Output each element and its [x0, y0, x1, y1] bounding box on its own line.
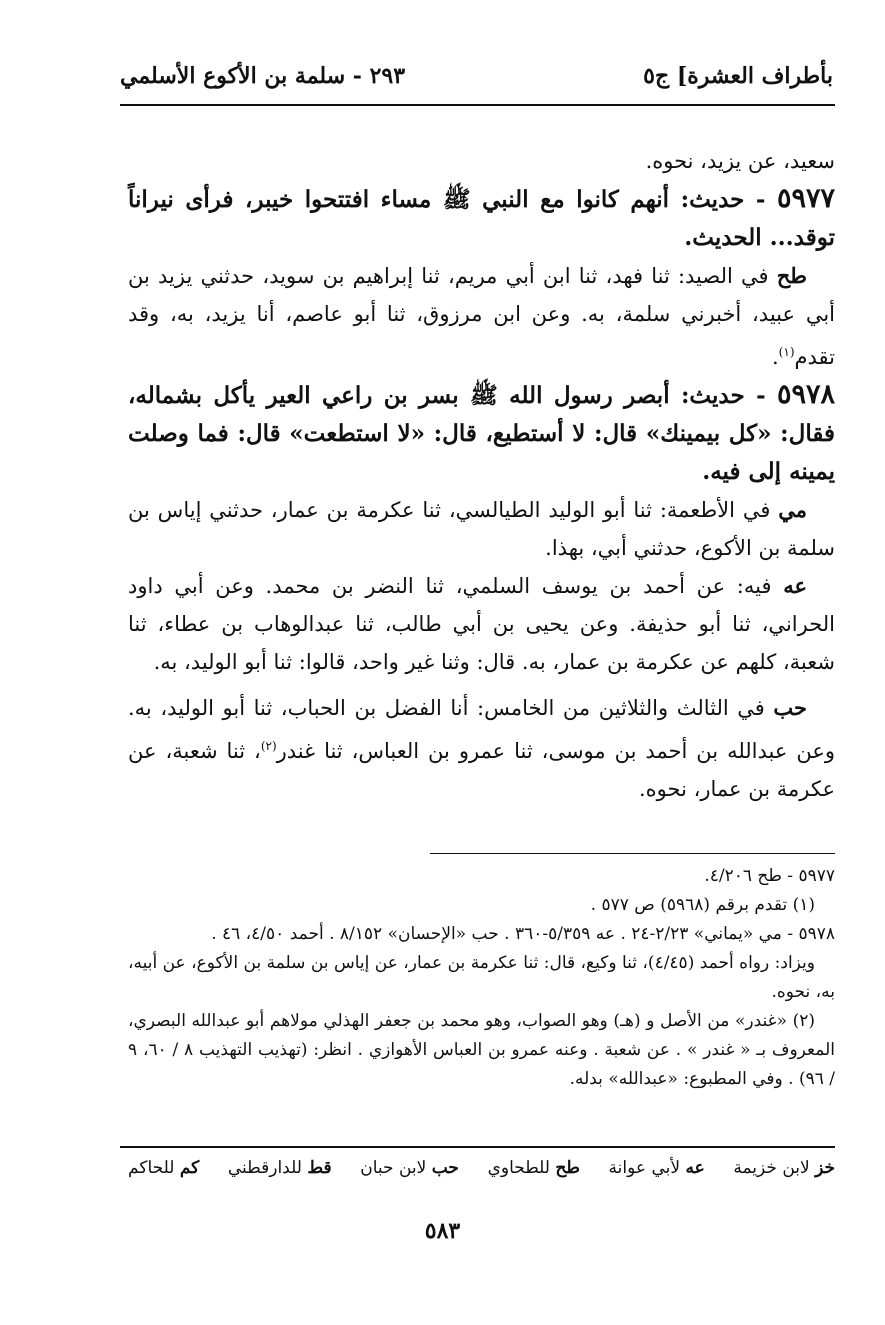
hadith-entry-5978 [128, 376, 835, 491]
running-header [120, 56, 833, 96]
legend-item: طح للطحاوي [487, 1158, 580, 1178]
source-abbr: مي [778, 497, 807, 522]
source-abbr: حب [773, 695, 807, 720]
source-abbr: طح [776, 263, 807, 288]
legend-item: خز لابن خزيمة [733, 1158, 835, 1178]
source-paragraph [128, 567, 835, 681]
legend-item: حب لابن حبان [360, 1158, 459, 1178]
entry-number: ٥٩٧٨ [776, 379, 835, 410]
footnote-ref: (٢) [260, 739, 277, 753]
legend-item: كم للحاكم [128, 1158, 200, 1178]
source-text: في الصيد: ثنا فهد، ثنا ابن أبي مريم، ثنا إبراهيم بن سويد، حدثني يزيد بن أبي عبيد، أخبرني سلمة، به. وعن ابن مرزوق، ثنا أبو عاصم، أنا يزيد، به، وقد تقدم [128, 264, 835, 369]
source-text: في الأطعمة: ثنا أبو الوليد الطيالسي، ثنا عكرمة بن عمار، حدثني إياس بن سلمة بن الأكوع، حدثني أبي، بهذا. [128, 498, 835, 560]
footnote: (٢) «غندر» من الأصل و (هـ) وهو الصواب، وهو محمد بن جعفر الهذلي مولاهم أبو عبدالله البصري، المعروف بـ « غندر » . عن شعبة . وعنه عمرو بن العباس الأهوازي . انظر: (تهذيب التهذيب ٨ / ٦٠، ٩ / ٩٦) . وفي المطبوع: «عبدالله» بدله. [128, 1011, 835, 1089]
continuation-line: سعيد، عن يزيد، نحوه. [645, 149, 835, 173]
footnotes [128, 862, 835, 1094]
footnote-separator [430, 853, 835, 854]
footnote-ref: (١) [778, 345, 795, 359]
paragraph-gap [128, 681, 835, 689]
footnote: (١) تقدم برقم (٥٩٦٨) ص ٥٧٧ . [590, 895, 815, 915]
source-text-end: ، ثنا شعبة، عن عكرمة بن عمار، نحوه. [128, 739, 835, 801]
main-text [128, 142, 835, 808]
source-text: فيه: عن أحمد بن يوسف السلمي، ثنا النضر بن محمد. وعن أبي داود الحراني، ثنا أبو حذيفة. وعن يحيى بن أبي طالب، ثنا عبدالوهاب بن عطاء، ثنا شعبة، كلهم عن عكرمة بن عمار، به. قال: وثنا غير واحد، قالوا: ثنا أبو الوليد، به. [128, 574, 835, 674]
header-rule [120, 104, 835, 106]
entry-text: - حديث: أبصر رسول الله ﷺ بسر بن راعي العير يأكل بشماله، فقال: «كل بيمينك» قال: لا أستطيع، قال: «لا استطعت» قال: فما وصلت يمينه إلى فيه. [128, 382, 835, 485]
legend-rule [120, 1146, 835, 1148]
footnote: ٥٩٧٨ - مي «يماني» ٢/٢٣-٢٤ . عه ٥/٣٥٩-٣٦٠ . حب «الإحسان» ٨/١٥٢ . أحمد ٤/٥٠، ٤٦ . [211, 924, 835, 944]
hadith-entry-5977 [128, 180, 835, 257]
page-number: ٥٨٣ [424, 1218, 461, 1244]
header-chapter-title: ٢٩٣ - سلمة بن الأكوع الأسلمي [120, 63, 406, 89]
abbreviation-legend [128, 1158, 835, 1178]
entry-number: ٥٩٧٧ [776, 183, 835, 214]
header-volume-title: بأطراف العشرة] ج٥ [643, 63, 833, 89]
source-abbr: عه [783, 573, 807, 598]
footnote: ويزاد: رواه أحمد (٤/٤٥)، ثنا وكيع، قال: ثنا عكرمة بن عمار، عن إياس بن سلمة بن الأكوع، عن أبيه، به، نحوه. [128, 953, 835, 1002]
entry-text: - حديث: أنهم كانوا مع النبي ﷺ مساء افتتحوا خيبر، فرأى نيراناً توقد... الحديث. [128, 186, 835, 251]
legend-item: عه لأبي عوانة [608, 1158, 705, 1178]
footnote: ٥٩٧٧ - طح ٤/٢٠٦. [704, 866, 835, 886]
source-text-end: . [771, 345, 779, 369]
legend-item: قط للدارقطني [227, 1158, 332, 1178]
source-text: في الثالث والثلاثين من الخامس: أنا الفضل بن الحباب، ثنا أبو الوليد، به. وعن عبدالله بن أحمد بن موسى، ثنا عمرو بن العباس، ثنا غندر [128, 696, 836, 763]
source-paragraph [128, 257, 835, 376]
source-paragraph [128, 491, 835, 567]
source-paragraph [128, 689, 835, 808]
